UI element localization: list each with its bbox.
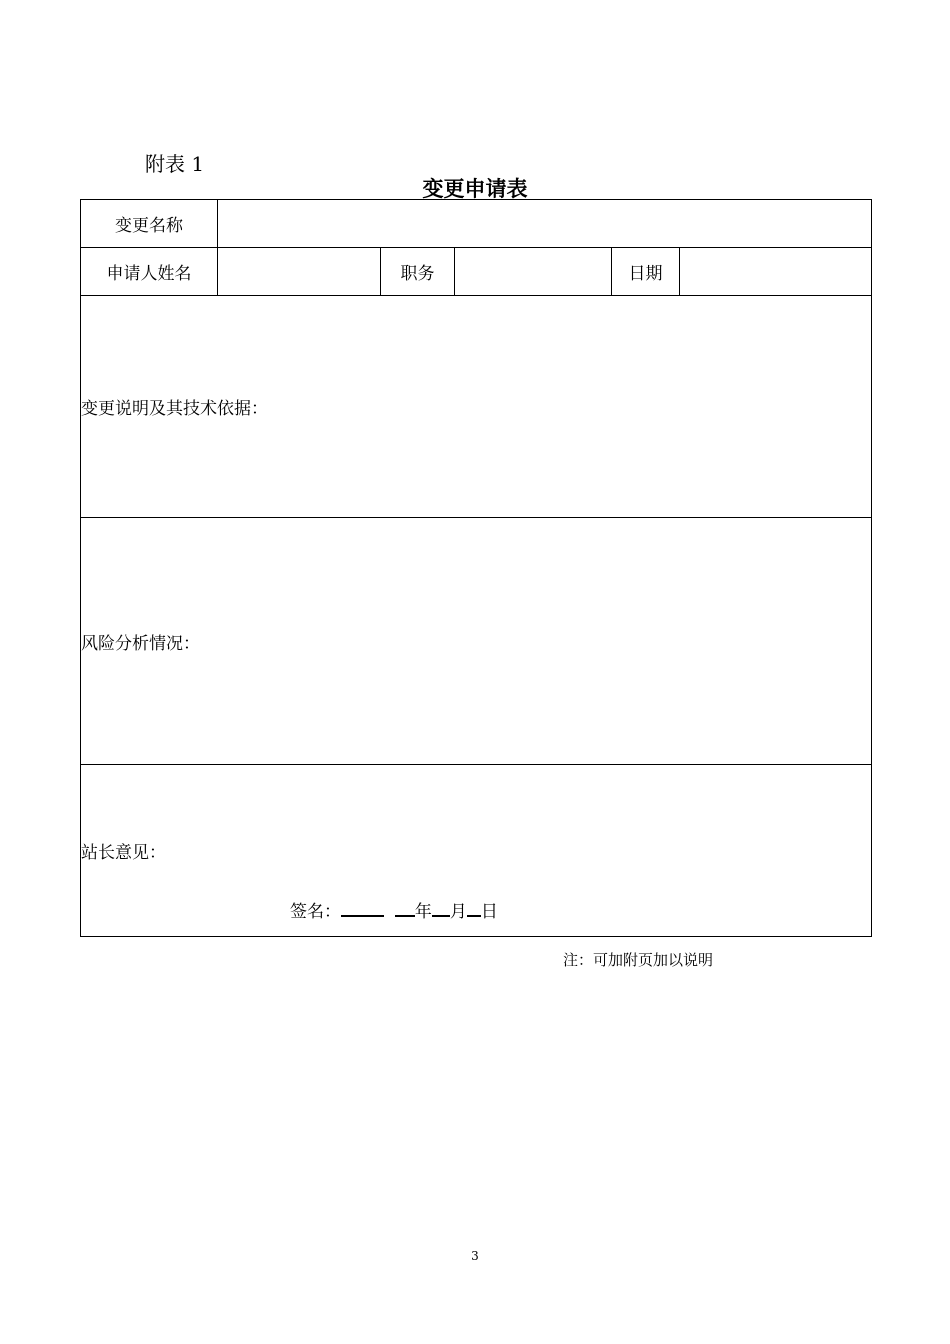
date-label: 日期 (612, 248, 680, 296)
change-request-form (80, 199, 872, 937)
position-label: 职务 (381, 248, 455, 296)
description-row (81, 296, 872, 518)
form-title: 变更申请表 (422, 177, 528, 201)
change-name-row (81, 200, 872, 248)
page-number: 3 (471, 1249, 479, 1263)
station-opinion-label: 站长意见： (81, 843, 166, 863)
risk-analysis-field[interactable] (81, 518, 872, 765)
date-field[interactable] (680, 248, 872, 296)
description-label: 变更说明及其技术依据： (81, 399, 268, 419)
month-label: 月 (449, 902, 467, 922)
position-field[interactable] (455, 248, 612, 296)
signature-line (290, 897, 498, 922)
month-blank[interactable] (432, 898, 450, 917)
description-field[interactable] (81, 296, 872, 518)
year-blank[interactable] (395, 898, 415, 917)
day-label: 日 (480, 902, 498, 922)
change-name-field[interactable] (218, 200, 872, 248)
year-label: 年 (414, 902, 432, 922)
change-name-label: 变更名称 (81, 200, 218, 248)
applicant-row (81, 248, 872, 296)
signature-blank[interactable] (341, 898, 384, 917)
applicant-name-label: 申请人姓名 (81, 248, 218, 296)
day-blank[interactable] (467, 898, 481, 917)
applicant-name-field[interactable] (218, 248, 381, 296)
appendix-label: 附表 1 (145, 152, 205, 176)
risk-row (81, 518, 872, 765)
footnote: 注：可加附页加以说明 (563, 951, 714, 969)
signature-label: 签名： (290, 902, 341, 922)
risk-analysis-label: 风险分析情况： (81, 633, 200, 654)
